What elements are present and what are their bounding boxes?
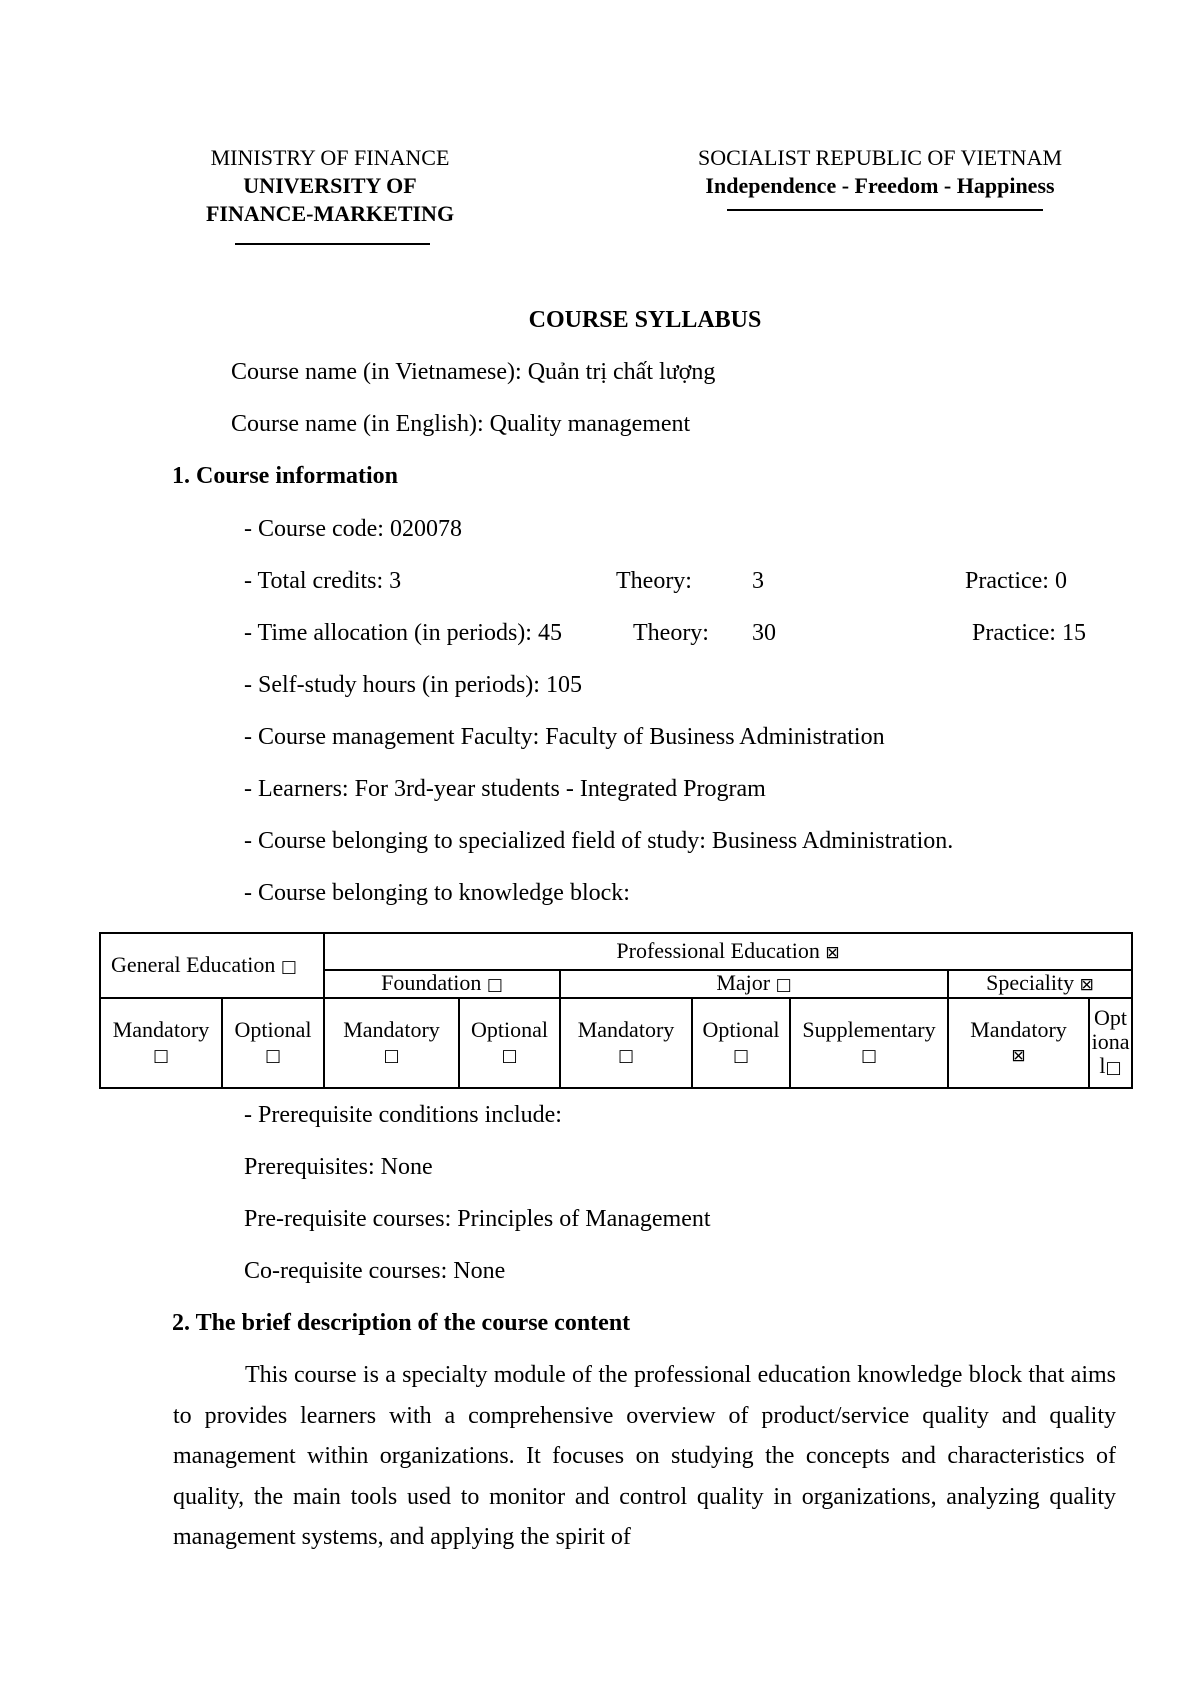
course-name-english: Course name (in English): Quality management (231, 411, 691, 437)
pre-requisite-courses: Pre-requisite courses: Principles of Management (244, 1206, 711, 1232)
prerequisite-intro: - Prerequisite conditions include: (244, 1102, 562, 1128)
co-requisite-courses: Co-requisite courses: None (244, 1258, 506, 1284)
professional-education-label: Professional Education (616, 937, 820, 963)
general-mandatory-cell (100, 998, 222, 1088)
course-description-paragraph: This course is a specialty module of the professional education knowledge block that aims to provides learners with a comprehensive overview of product/service quality and quality management within organizations. It focuses on studying the concepts and characteristics of quality, the main tools used to monitor and control quality in organizations, analyzing quality management systems, and applying the spirit of (173, 1362, 1116, 1550)
general-education-cell (100, 933, 324, 998)
specialized-field: - Course belonging to specialized field of study: Business Administration. (244, 828, 954, 854)
general-education-label: General Education (111, 951, 276, 977)
prerequisites: Prerequisites: None (244, 1154, 433, 1180)
checkbox-empty-icon: □ (486, 975, 503, 995)
time-theory-label: Theory: (633, 620, 709, 646)
checkbox-empty-icon: □ (280, 956, 297, 977)
university-name-line1: UNIVERSITY OF (243, 173, 417, 198)
checkbox-empty-icon: □ (501, 1046, 518, 1066)
general-optional-cell (222, 998, 324, 1088)
speciality-mandatory-cell (948, 998, 1089, 1088)
checkbox-empty-icon: □ (617, 1046, 635, 1066)
university-name-line2: FINANCE-MARKETING (205, 201, 455, 226)
republic-name: SOCIALIST REPUBLIC OF VIETNAM (697, 145, 1063, 170)
management-faculty: - Course management Faculty: Faculty of Business Administration (244, 724, 885, 750)
time-practice: Practice: 15 (972, 620, 1086, 646)
learners: - Learners: For 3rd-year students - Integrated Program (244, 776, 766, 802)
professional-education-cell (324, 933, 1132, 970)
checkbox-empty-icon: □ (775, 975, 792, 995)
foundation-optional-cell (459, 998, 560, 1088)
optional-label: Optional (234, 1017, 312, 1042)
section-2-heading: 2. The brief description of the course content (172, 1310, 631, 1336)
major-mandatory-cell (560, 998, 692, 1088)
time-theory-value: 30 (752, 620, 776, 646)
time-allocation: - Time allocation (in periods): 45 (244, 620, 562, 646)
optional-label: Optional (1091, 1005, 1130, 1078)
checkbox-empty-icon: □ (152, 1046, 170, 1066)
major-supplementary-cell (790, 998, 948, 1088)
speciality-optional-cell (1089, 998, 1132, 1088)
checkbox-empty-icon: □ (264, 1046, 282, 1066)
optional-label: Optional (702, 1017, 780, 1042)
self-study-hours: - Self-study hours (in periods): 105 (244, 672, 582, 698)
mandatory-label: Mandatory (970, 1017, 1067, 1042)
supplementary-label: Supplementary (802, 1017, 936, 1042)
speciality-label: Speciality (986, 970, 1075, 995)
credits-theory-value: 3 (752, 568, 764, 594)
major-optional-cell (692, 998, 790, 1088)
foundation-label: Foundation (381, 970, 482, 995)
national-motto: Independence - Freedom - Happiness (705, 173, 1055, 198)
speciality-cell (948, 970, 1132, 998)
document-title: COURSE SYLLABUS (528, 307, 762, 333)
foundation-mandatory-cell (324, 998, 459, 1088)
major-cell (560, 970, 948, 998)
mandatory-label: Mandatory (112, 1017, 210, 1042)
left-header-rule (235, 243, 430, 245)
mandatory-label: Mandatory (343, 1017, 440, 1042)
credits-practice: Practice: 0 (965, 568, 1067, 594)
right-header-rule (727, 209, 1043, 211)
total-credits: - Total credits: 3 (244, 568, 402, 594)
ministry-name: MINISTRY OF FINANCE (210, 145, 450, 170)
checkbox-checked-icon: ⊠ (1011, 1046, 1026, 1066)
checkbox-empty-icon: □ (732, 1046, 750, 1066)
course-code: - Course code: 020078 (244, 516, 462, 542)
optional-label: Optional (471, 1017, 548, 1042)
checkbox-empty-icon: □ (383, 1046, 400, 1066)
knowledge-block-label: - Course belonging to knowledge block: (244, 880, 630, 906)
checkbox-checked-icon: ⊠ (825, 942, 840, 963)
knowledge-block-table (99, 932, 1133, 1089)
checkbox-empty-icon: □ (860, 1046, 878, 1066)
foundation-cell (324, 970, 560, 998)
checkbox-checked-icon: ⊠ (1079, 975, 1094, 995)
credits-theory-label: Theory: (616, 568, 692, 594)
mandatory-label: Mandatory (577, 1017, 675, 1042)
checkbox-empty-icon: □ (1105, 1058, 1122, 1078)
section-1-heading: 1. Course information (172, 463, 398, 489)
course-name-vietnamese: Course name (in Vietnamese): Quản trị chất lượng (231, 359, 716, 385)
major-label: Major (716, 970, 771, 995)
